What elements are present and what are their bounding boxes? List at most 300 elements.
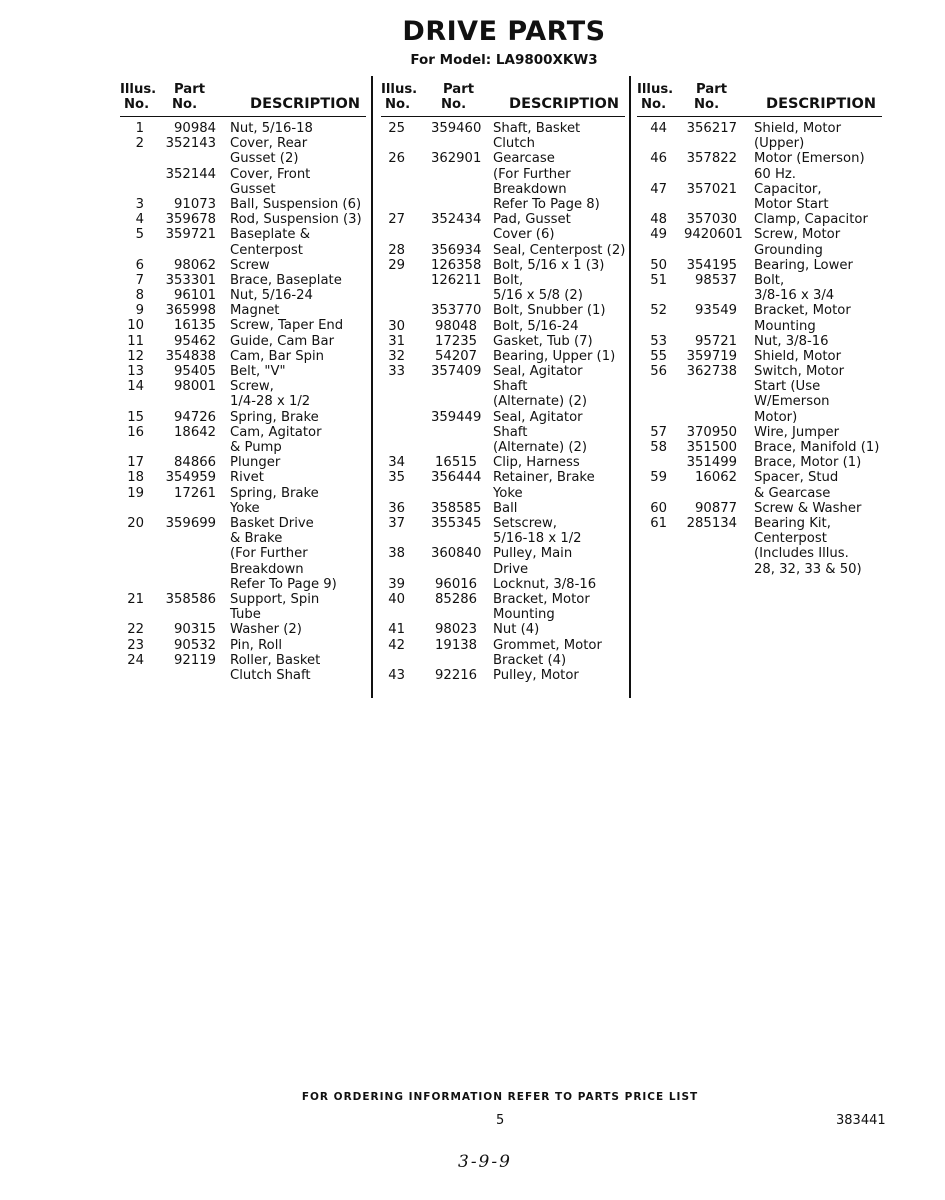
illus-number: 49 bbox=[650, 227, 667, 243]
illus-number: 17 bbox=[127, 455, 144, 471]
table-row bbox=[381, 273, 625, 303]
part-number: 93549 bbox=[695, 303, 737, 319]
description-line: Brace, Baseplate bbox=[230, 272, 342, 288]
illus-number: 39 bbox=[388, 576, 405, 592]
table-row bbox=[381, 151, 625, 212]
description-line: Pulley, Main bbox=[493, 546, 573, 562]
description-line: Screw, Motor bbox=[754, 227, 841, 243]
illus-number: 31 bbox=[388, 333, 405, 349]
part-number: 19138 bbox=[435, 637, 477, 653]
illus-number: 14 bbox=[127, 379, 144, 395]
illus-number: 23 bbox=[127, 637, 144, 653]
header-illus: Illus. bbox=[381, 82, 418, 97]
part-number: 98048 bbox=[435, 318, 477, 334]
description-line: Cam, Bar Spin bbox=[230, 348, 325, 364]
column-header bbox=[120, 78, 366, 117]
description-line: Start (Use bbox=[754, 379, 821, 395]
part-number: 92119 bbox=[174, 652, 216, 668]
description-line: Cam, Agitator bbox=[230, 424, 322, 440]
description-line: Shield, Motor bbox=[754, 348, 842, 364]
description-line: (Alternate) (2) bbox=[493, 394, 588, 410]
illus-number bbox=[120, 167, 144, 182]
illus-number: 32 bbox=[388, 348, 405, 364]
description-line: Shaft bbox=[493, 424, 528, 440]
part-number: 91073 bbox=[174, 196, 216, 212]
illus-number: 53 bbox=[650, 333, 667, 349]
table-row bbox=[120, 227, 366, 257]
description-line: Wire, Jumper bbox=[754, 424, 840, 440]
part-number: 359699 bbox=[165, 515, 216, 531]
description-line: (Upper) bbox=[754, 136, 805, 152]
description-line: Yoke bbox=[493, 485, 523, 501]
description-line: Magnet bbox=[230, 303, 280, 319]
table-row bbox=[120, 212, 366, 227]
header-part: Part bbox=[696, 82, 728, 97]
description-line: Gasket, Tub (7) bbox=[493, 333, 593, 349]
description-line: 5/16 x 5/8 (2) bbox=[493, 288, 583, 304]
table-row bbox=[381, 334, 625, 349]
table-row bbox=[381, 501, 625, 516]
illus-number: 1 bbox=[135, 121, 144, 136]
illus-number: 33 bbox=[388, 364, 405, 380]
part-number: 54207 bbox=[435, 348, 477, 364]
header-illus-no: No. bbox=[641, 97, 667, 112]
table-row bbox=[120, 410, 366, 425]
description-line: Nut, 3/8-16 bbox=[754, 333, 829, 349]
ordering-note: FOR ORDERING INFORMATION REFER TO PARTS PRICE LIST bbox=[301, 1091, 699, 1103]
illus-number: 43 bbox=[388, 667, 405, 683]
illus-number bbox=[381, 410, 405, 425]
model-subtitle: For Model: LA9800XKW3 bbox=[410, 52, 598, 68]
illus-number: 8 bbox=[135, 288, 144, 304]
illus-number: 3 bbox=[135, 196, 144, 212]
illus-number: 44 bbox=[650, 121, 667, 136]
description-line: Shield, Motor bbox=[754, 121, 842, 136]
part-number: 18642 bbox=[174, 424, 216, 440]
description-line: Belt, "V" bbox=[230, 364, 286, 380]
part-number: 90877 bbox=[695, 500, 737, 516]
header-description: DESCRIPTION bbox=[250, 96, 360, 112]
table-row bbox=[120, 303, 366, 318]
description-line: Spring, Brake bbox=[230, 485, 319, 501]
description-line: Refer To Page 9) bbox=[230, 576, 337, 592]
description-line: Switch, Motor bbox=[754, 364, 845, 380]
table-row bbox=[120, 455, 366, 470]
column-header bbox=[637, 78, 882, 117]
part-number: 354195 bbox=[686, 257, 737, 273]
illus-number: 56 bbox=[650, 364, 667, 380]
table-row bbox=[120, 516, 366, 592]
part-number: 17261 bbox=[174, 485, 216, 501]
part-number: 365998 bbox=[165, 303, 216, 319]
table-row bbox=[120, 349, 366, 364]
description-line: 5/16-18 x 1/2 bbox=[493, 531, 582, 547]
description-line: 1/4-28 x 1/2 bbox=[230, 394, 311, 410]
illus-number: 25 bbox=[388, 121, 405, 136]
illus-number: 13 bbox=[127, 364, 144, 380]
table-row bbox=[120, 258, 366, 273]
part-number: 126358 bbox=[431, 257, 482, 273]
description-line: Cover (6) bbox=[493, 227, 555, 243]
table-row bbox=[120, 622, 366, 637]
table-row bbox=[637, 212, 882, 227]
illus-number: 51 bbox=[650, 272, 667, 288]
illus-number bbox=[381, 303, 405, 318]
illus-number: 26 bbox=[388, 151, 405, 167]
illus-number: 4 bbox=[135, 212, 144, 228]
table-row bbox=[637, 364, 882, 425]
part-number: 85286 bbox=[435, 592, 477, 608]
header-part: Part bbox=[174, 82, 206, 97]
table-row bbox=[381, 364, 625, 410]
part-number: 356444 bbox=[431, 470, 482, 486]
description-line: Ball, Suspension (6) bbox=[230, 196, 362, 212]
description-line: Bracket (4) bbox=[493, 652, 567, 668]
description-line: Bolt, 5/16 x 1 (3) bbox=[493, 257, 605, 273]
description-line: Grounding bbox=[754, 242, 823, 258]
description-line: Tube bbox=[230, 607, 261, 623]
table-row bbox=[120, 653, 366, 683]
table-row bbox=[637, 121, 882, 151]
table-row bbox=[637, 516, 882, 577]
parts-list bbox=[120, 121, 366, 683]
description-line: Mounting bbox=[493, 607, 555, 623]
header-illus: Illus. bbox=[120, 82, 157, 97]
header-description: DESCRIPTION bbox=[509, 96, 619, 112]
table-row bbox=[120, 197, 366, 212]
illus-number: 42 bbox=[388, 637, 405, 653]
description-line: Basket Drive bbox=[230, 515, 314, 531]
header-part: Part bbox=[443, 82, 475, 97]
part-number: 285134 bbox=[686, 516, 737, 532]
description-line: Screw, bbox=[230, 379, 274, 395]
table-row bbox=[637, 455, 882, 470]
table-row bbox=[637, 151, 882, 181]
part-number: 95721 bbox=[695, 333, 737, 349]
illus-number bbox=[381, 273, 405, 288]
description-line: Yoke bbox=[230, 500, 260, 516]
part-number: 353770 bbox=[431, 303, 482, 319]
illus-number: 58 bbox=[650, 440, 667, 456]
illus-number bbox=[637, 455, 667, 470]
table-row bbox=[120, 288, 366, 303]
part-number: 9420601 bbox=[684, 227, 743, 243]
description-line: Pulley, Motor bbox=[493, 667, 579, 683]
table-row bbox=[120, 364, 366, 379]
handwritten-mark: 3-9-9 bbox=[458, 1152, 512, 1172]
description-line: Clutch Shaft bbox=[230, 667, 311, 683]
description-line: Nut, 5/16-24 bbox=[230, 288, 313, 304]
description-line: Gearcase bbox=[493, 151, 555, 167]
illus-number: 60 bbox=[650, 500, 667, 516]
description-line: Clip, Harness bbox=[493, 455, 580, 471]
part-number: 351499 bbox=[686, 455, 737, 471]
description-line: Seal, Agitator bbox=[493, 409, 583, 425]
description-line: Ball bbox=[493, 500, 518, 516]
illus-number: 11 bbox=[127, 333, 144, 349]
part-number: 354959 bbox=[165, 470, 216, 486]
part-number: 359721 bbox=[165, 227, 216, 243]
description-line: Brace, Manifold (1) bbox=[754, 440, 880, 456]
description-line: Motor Start bbox=[754, 196, 829, 212]
illus-number: 6 bbox=[135, 257, 144, 273]
part-number: 92216 bbox=[435, 667, 477, 683]
description-line: Screw & Washer bbox=[754, 500, 862, 516]
illus-number: 10 bbox=[127, 318, 144, 334]
illus-number: 18 bbox=[127, 470, 144, 486]
description-line: 28, 32, 33 & 50) bbox=[754, 561, 862, 577]
illus-number: 12 bbox=[127, 348, 144, 364]
part-number: 362901 bbox=[431, 151, 482, 167]
description-line: Retainer, Brake bbox=[493, 470, 595, 486]
part-number: 362738 bbox=[686, 364, 737, 380]
description-line: & Brake bbox=[230, 531, 283, 547]
table-row bbox=[120, 136, 366, 166]
part-number: 17235 bbox=[435, 333, 477, 349]
table-row bbox=[381, 212, 625, 242]
description-line: Bolt, bbox=[493, 272, 524, 288]
table-row bbox=[637, 440, 882, 455]
description-line: 60 Hz. bbox=[754, 166, 797, 182]
description-line: Shaft bbox=[493, 379, 528, 395]
part-number: 95462 bbox=[174, 333, 216, 349]
description-line: & Pump bbox=[230, 440, 282, 455]
description-line: Cover, Rear bbox=[230, 136, 308, 152]
description-line: Brace, Motor (1) bbox=[754, 455, 862, 471]
table-row bbox=[120, 425, 366, 455]
description-line: (For Further bbox=[230, 546, 308, 562]
parts-list bbox=[381, 121, 625, 683]
column-header bbox=[381, 78, 625, 117]
illus-number: 30 bbox=[388, 318, 405, 334]
illus-number: 61 bbox=[650, 516, 667, 532]
table-row bbox=[637, 349, 882, 364]
illus-number: 59 bbox=[650, 470, 667, 486]
description-line: Bolt, bbox=[754, 272, 785, 288]
table-row bbox=[637, 273, 882, 303]
description-line: (Alternate) (2) bbox=[493, 440, 588, 456]
illus-number: 27 bbox=[388, 212, 405, 228]
description-line: Motor) bbox=[754, 409, 798, 425]
illus-number: 19 bbox=[127, 485, 144, 501]
part-number: 356934 bbox=[431, 242, 482, 258]
description-line: Pin, Roll bbox=[230, 637, 283, 653]
part-number: 94726 bbox=[174, 409, 216, 425]
table-row bbox=[381, 243, 625, 258]
part-number: 96016 bbox=[435, 576, 477, 592]
part-number: 84866 bbox=[174, 455, 216, 471]
description-line: Bolt, Snubber (1) bbox=[493, 303, 606, 319]
illus-number: 2 bbox=[135, 136, 144, 152]
description-line: Baseplate & bbox=[230, 227, 310, 243]
description-line: Bearing, Lower bbox=[754, 257, 853, 273]
table-row bbox=[381, 622, 625, 637]
description-line: & Gearcase bbox=[754, 485, 831, 501]
part-number: 357822 bbox=[686, 151, 737, 167]
column-divider bbox=[629, 76, 631, 698]
description-line: Roller, Basket bbox=[230, 652, 321, 668]
part-number: 356217 bbox=[686, 121, 737, 136]
part-number: 98062 bbox=[174, 257, 216, 273]
illus-number: 50 bbox=[650, 257, 667, 273]
description-line: Gusset (2) bbox=[230, 151, 299, 167]
table-row bbox=[637, 470, 882, 500]
part-number: 359449 bbox=[431, 409, 482, 425]
illus-number: 15 bbox=[127, 409, 144, 425]
description-line: Guide, Cam Bar bbox=[230, 333, 334, 349]
description-line: (Includes Illus. bbox=[754, 546, 849, 562]
description-line: Motor (Emerson) bbox=[754, 151, 865, 167]
table-row bbox=[637, 425, 882, 440]
description-line: Grommet, Motor bbox=[493, 637, 602, 653]
description-line: (For Further bbox=[493, 166, 571, 182]
part-number: 352143 bbox=[165, 136, 216, 152]
header-part-no: No. bbox=[172, 97, 198, 112]
description-line: Support, Spin bbox=[230, 591, 320, 607]
part-number: 16515 bbox=[435, 455, 477, 471]
table-row bbox=[381, 577, 625, 592]
description-line: Mounting bbox=[754, 318, 816, 334]
parts-column-3 bbox=[637, 78, 882, 577]
table-row bbox=[381, 638, 625, 668]
illus-number: 24 bbox=[127, 652, 144, 668]
table-row bbox=[637, 258, 882, 273]
description-line: Cover, Front bbox=[230, 166, 311, 182]
table-row bbox=[120, 379, 366, 409]
description-line: Bearing, Upper (1) bbox=[493, 348, 616, 364]
table-row bbox=[120, 592, 366, 622]
part-number: 98001 bbox=[174, 379, 216, 395]
illus-number: 22 bbox=[127, 622, 144, 638]
part-number: 126211 bbox=[431, 272, 482, 288]
document-number: 383441 bbox=[836, 1113, 886, 1128]
part-number: 370950 bbox=[686, 424, 737, 440]
illus-number: 41 bbox=[388, 622, 405, 638]
table-row bbox=[120, 470, 366, 485]
table-row bbox=[637, 334, 882, 349]
page-number: 5 bbox=[496, 1113, 505, 1128]
description-line: Screw, Taper End bbox=[230, 318, 344, 334]
table-row bbox=[381, 258, 625, 273]
part-number: 360840 bbox=[431, 546, 482, 562]
description-line: Capacitor, bbox=[754, 181, 822, 197]
header-illus-no: No. bbox=[385, 97, 411, 112]
page-title: DRIVE PARTS bbox=[402, 16, 606, 47]
description-line: Breakdown bbox=[230, 561, 304, 577]
description-line: Drive bbox=[493, 561, 529, 577]
description-line: Centerpost bbox=[230, 242, 303, 258]
illus-number: 37 bbox=[388, 516, 405, 532]
part-number: 16062 bbox=[695, 470, 737, 486]
illus-number: 35 bbox=[388, 470, 405, 486]
description-line: Breakdown bbox=[493, 181, 567, 197]
part-number: 358586 bbox=[165, 591, 216, 607]
description-line: Bracket, Motor bbox=[493, 592, 590, 608]
description-line: Nut (4) bbox=[493, 622, 540, 638]
illus-number: 7 bbox=[135, 272, 144, 288]
part-number: 98537 bbox=[695, 272, 737, 288]
table-row bbox=[637, 303, 882, 333]
parts-list bbox=[637, 121, 882, 577]
illus-number: 55 bbox=[650, 348, 667, 364]
description-line: Pad, Gusset bbox=[493, 212, 571, 228]
description-line: Centerpost bbox=[754, 531, 827, 547]
description-line: Washer (2) bbox=[230, 622, 302, 638]
illus-number: 46 bbox=[650, 151, 667, 167]
part-number: 16135 bbox=[174, 318, 216, 334]
illus-number: 9 bbox=[135, 303, 144, 319]
header-illus: Illus. bbox=[637, 82, 674, 97]
illus-number: 20 bbox=[127, 515, 144, 531]
header-part-no: No. bbox=[441, 97, 467, 112]
parts-column-1 bbox=[120, 78, 366, 683]
table-row bbox=[381, 546, 625, 576]
illus-number: 38 bbox=[388, 546, 405, 562]
part-number: 354838 bbox=[165, 348, 216, 364]
header-illus-no: No. bbox=[124, 97, 150, 112]
part-number: 352434 bbox=[431, 212, 482, 228]
illus-number: 16 bbox=[127, 424, 144, 440]
description-line: Bolt, 5/16-24 bbox=[493, 318, 579, 334]
illus-number: 29 bbox=[388, 257, 405, 273]
description-line: Seal, Centerpost (2) bbox=[493, 242, 626, 258]
table-row bbox=[381, 410, 625, 456]
illus-number: 47 bbox=[650, 181, 667, 197]
column-divider bbox=[371, 76, 373, 698]
description-line: Screw bbox=[230, 257, 270, 273]
table-row bbox=[381, 121, 625, 151]
illus-number: 40 bbox=[388, 592, 405, 608]
table-row bbox=[381, 303, 625, 318]
illus-number: 5 bbox=[135, 227, 144, 243]
table-row bbox=[381, 668, 625, 683]
description-line: Gusset bbox=[230, 181, 276, 197]
illus-number: 52 bbox=[650, 303, 667, 319]
table-row bbox=[120, 486, 366, 516]
table-row bbox=[120, 334, 366, 349]
description-line: Locknut, 3/8-16 bbox=[493, 576, 597, 592]
table-row bbox=[120, 638, 366, 653]
table-row bbox=[381, 592, 625, 622]
illus-number: 34 bbox=[388, 455, 405, 471]
header-part-no: No. bbox=[694, 97, 720, 112]
table-row bbox=[381, 455, 625, 470]
description-line: Bearing Kit, bbox=[754, 516, 831, 532]
part-number: 359460 bbox=[431, 121, 482, 136]
description-line: Bracket, Motor bbox=[754, 303, 851, 319]
table-row bbox=[637, 182, 882, 212]
description-line: W/Emerson bbox=[754, 394, 830, 410]
description-line: 3/8-16 x 3/4 bbox=[754, 288, 835, 304]
part-number: 357409 bbox=[431, 364, 482, 380]
description-line: Refer To Page 8) bbox=[493, 196, 600, 212]
illus-number: 28 bbox=[388, 242, 405, 258]
part-number: 358585 bbox=[431, 500, 482, 516]
table-row bbox=[381, 349, 625, 364]
description-line: Plunger bbox=[230, 455, 281, 471]
table-row bbox=[381, 470, 625, 500]
description-line: Seal, Agitator bbox=[493, 364, 583, 380]
illus-number: 36 bbox=[388, 500, 405, 516]
description-line: Clutch bbox=[493, 136, 536, 152]
table-row bbox=[120, 121, 366, 136]
part-number: 95405 bbox=[174, 364, 216, 380]
part-number: 90984 bbox=[174, 121, 216, 136]
part-number: 357021 bbox=[686, 181, 737, 197]
part-number: 353301 bbox=[165, 272, 216, 288]
table-row bbox=[120, 167, 366, 197]
table-row bbox=[637, 501, 882, 516]
